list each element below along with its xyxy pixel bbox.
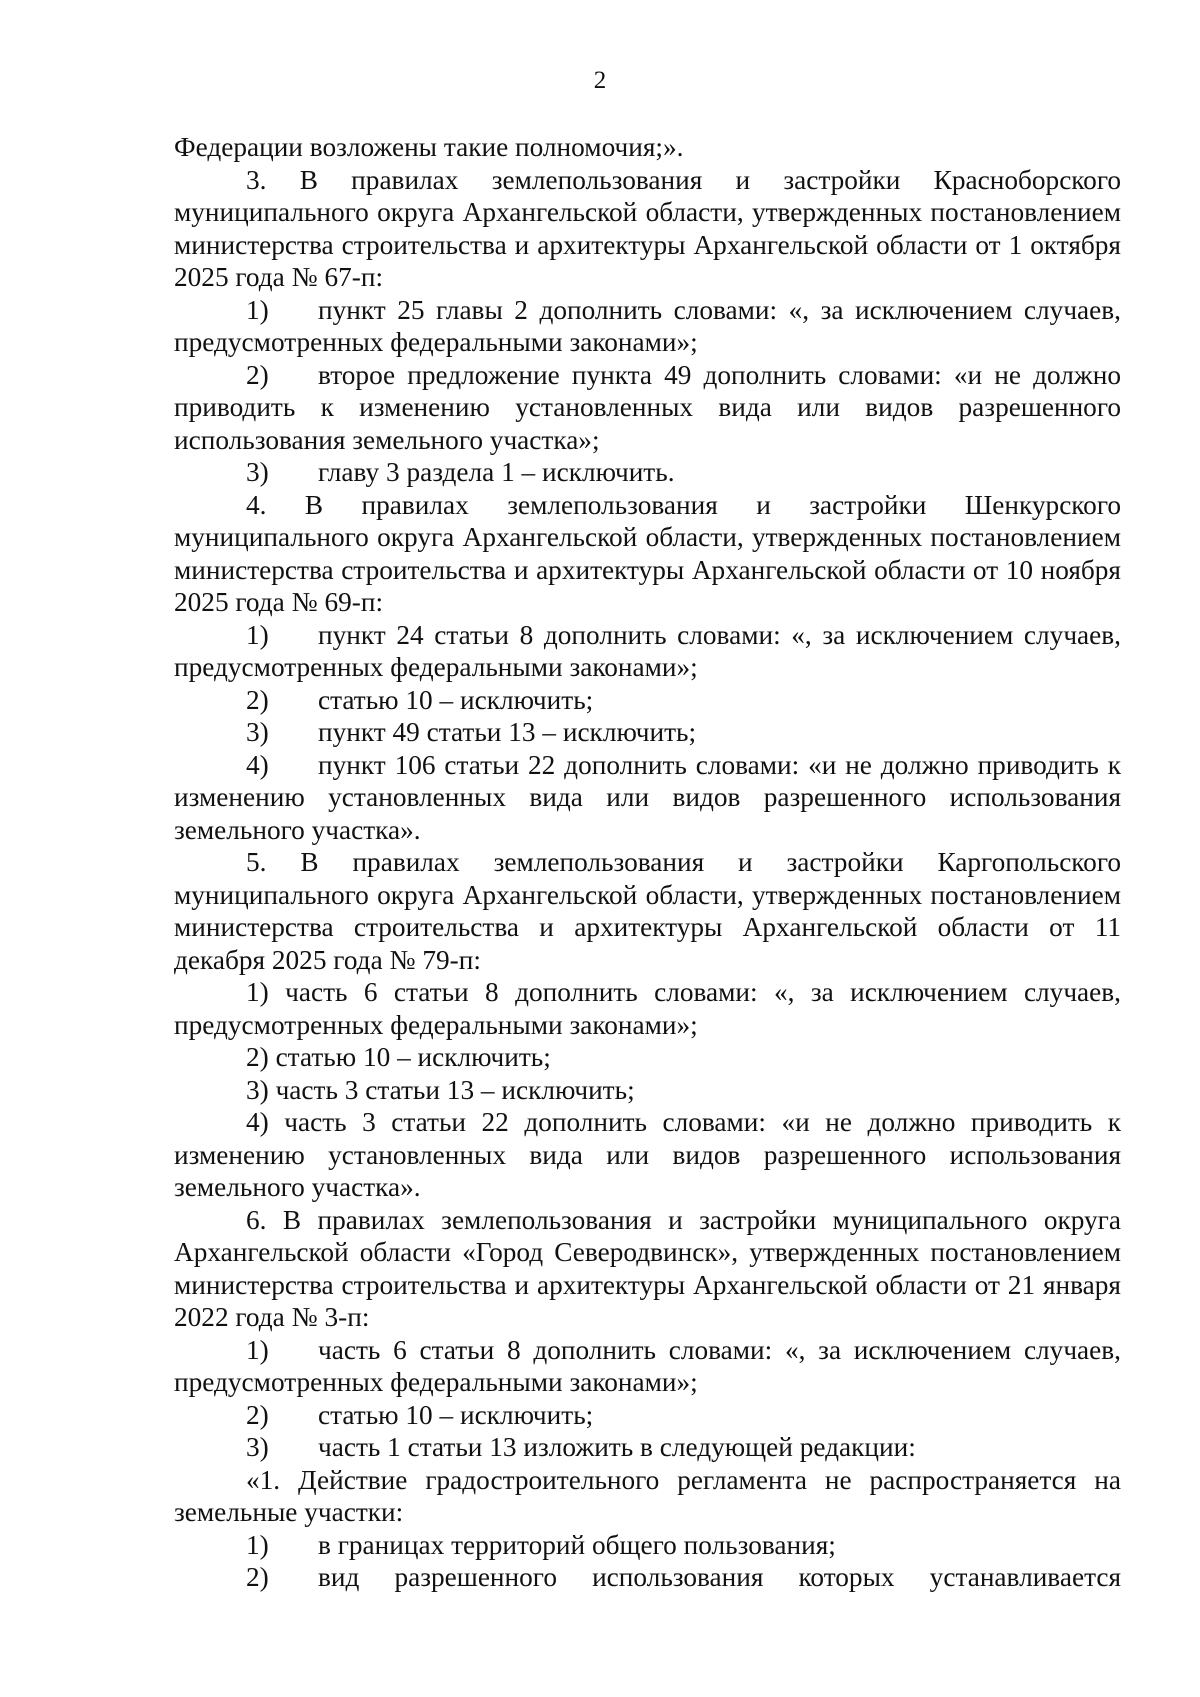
list-item: 3) часть 3 статьи 13 – исключить; xyxy=(246,1074,635,1105)
list-item: 2) статью 10 – исключить; xyxy=(246,1399,594,1430)
list-item: 2) второе предложение пункта 49 дополнить словами: «и не должно приводить к изменению установленных вида или видов разрешенного использования земельного участка»; xyxy=(174,359,1121,455)
list-item: 1) пункт 25 главы 2 дополнить словами: «, за исключением случаев, предусмотренных федеральными законами»; xyxy=(174,294,1121,357)
document-body xyxy=(174,131,1121,1594)
list-item: 3) главу 3 раздела 1 – исключить. xyxy=(246,457,675,487)
list-item: 2) статью 10 – исключить; xyxy=(246,684,594,715)
list-item: 3) часть 1 статьи 13 изложить в следующей редакции: xyxy=(246,1432,916,1462)
list-item: 4) пункт 106 статьи 22 дополнить словами: «и не должно приводить к изменению установленных вида или видов разрешенного использования земельного участка». xyxy=(174,749,1121,845)
list-item: 3) пункт 49 статьи 13 – исключить; xyxy=(246,717,697,747)
section-5-intro: 5. В правилах землепользования и застройки Каргопольского муниципального округа Архангельской области, утвержденных постановлением министерства строительства и архитектуры Архангельской области от 11 декабря 2025 года № 79-п: xyxy=(174,847,1121,975)
section-4-intro: 4. В правилах землепользования и застройки Шенкурского муниципального округа Архангельской области, утвержденных постановлением министерства строительства и архитектуры Архангельской области от 10 ноября 2025 года № 69-п: xyxy=(174,489,1121,617)
list-item: 2) вид разрешенного использования которых устанавливается xyxy=(246,1562,1121,1592)
paragraph-continuation: Федерации возложены такие полномочия;». xyxy=(174,132,684,162)
list-item: 1) пункт 24 статьи 8 дополнить словами: «, за исключением случаев, предусмотренных федеральными законами»; xyxy=(174,619,1121,682)
list-item: 4) часть 3 статьи 22 дополнить словами: «и не должно приводить к изменению установленных вида или видов разрешенного использования земельного участка». xyxy=(174,1107,1121,1202)
quoted-paragraph: «1. Действие градостроительного регламента не распространяется на земельные участки: xyxy=(174,1464,1121,1527)
list-item: 1) часть 6 статьи 8 дополнить словами: «, за исключением случаев, предусмотренных федеральными законами»; xyxy=(174,1334,1121,1397)
list-item: 2) статью 10 – исключить; xyxy=(246,1042,551,1072)
list-item: 1) в границах территорий общего пользования; xyxy=(246,1529,836,1560)
section-3-intro: 3. В правилах землепользования и застройки Красноборского муниципального округа Архангельской области, утвержденных постановлением министерства строительства и архитектуры Архангельской области от 1 октября 2025 года № 67-п: xyxy=(174,164,1121,292)
page-number: 2 xyxy=(593,67,607,94)
list-item: 1) часть 6 статьи 8 дополнить словами: «, за исключением случаев, предусмотренных федеральными законами»; xyxy=(174,977,1121,1040)
section-6-intro: 6. В правилах землепользования и застройки муниципального округа Архангельской области «Город Северодвинск», утвержденных постановлением министерства строительства и архитектуры Архангельской области от 21 января 2022 года № 3-п: xyxy=(174,1204,1121,1332)
